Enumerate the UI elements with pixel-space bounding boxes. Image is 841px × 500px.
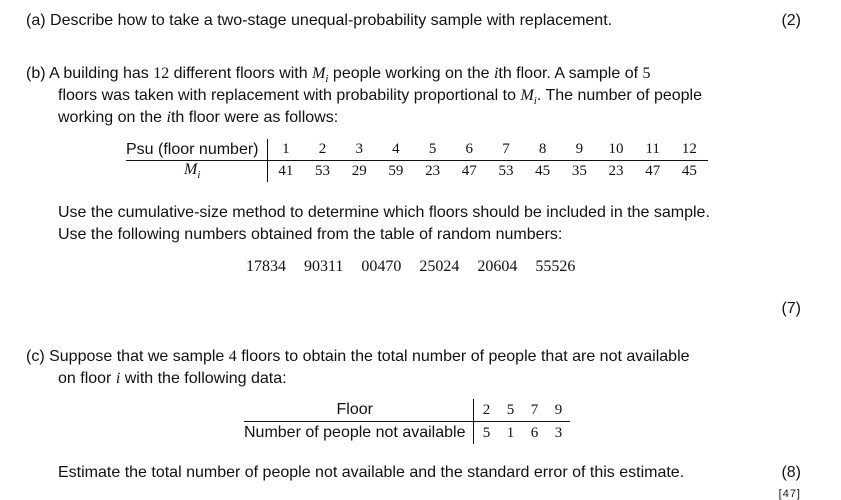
random-number: 20604 (477, 258, 518, 275)
text-fragment: th floor. A sample of (498, 65, 643, 82)
random-number: 00470 (361, 258, 402, 275)
page-total-marker: [47] (778, 488, 801, 500)
text-fragment: . The number of people (536, 87, 702, 104)
text-fragment: Suppose that we sample (49, 348, 229, 365)
not-available-table (244, 399, 570, 444)
psu-size-label (126, 161, 267, 183)
na-table-wrapper (244, 399, 570, 444)
part-b-marks: (7) (781, 300, 801, 317)
var-m: M (520, 87, 534, 104)
na-floor-cell: 9 (546, 399, 570, 422)
part-a-text: Describe how to take a two-stage unequal-probability sample with replacement. (50, 12, 613, 29)
na-floor-label: Floor (244, 399, 474, 422)
psu-table-wrapper (126, 139, 708, 182)
na-count-row (244, 422, 570, 445)
psu-floor-cell: 1 (267, 139, 304, 161)
psu-floor-cell: 10 (598, 139, 635, 161)
psu-floor-cell: 9 (561, 139, 598, 161)
part-c-question: Estimate the total number of people not available and the standard error of this estimate. (58, 464, 685, 481)
psu-size-cell: 53 (498, 163, 514, 179)
random-number: 25024 (419, 258, 460, 275)
var-i: i (166, 109, 171, 126)
na-floor-cell: 2 (474, 399, 499, 422)
text-fragment: with the following data: (120, 370, 287, 387)
var-m: M (184, 161, 198, 179)
part-c-label: (c) (26, 348, 45, 365)
text-fragment: people working on the (328, 65, 494, 82)
psu-floor-row (126, 139, 708, 161)
text-fragment: th floor were as follows: (170, 109, 339, 126)
na-count-label: Number of people not available (244, 424, 466, 441)
var-i: i (115, 370, 121, 387)
floor-count: 12 (153, 65, 170, 82)
psu-floor-cell: 11 (634, 139, 671, 161)
text-fragment: different floors with (169, 65, 313, 82)
random-number: 17834 (246, 258, 286, 275)
part-c-line-1 (26, 346, 690, 368)
na-count-cell: 1 (506, 424, 515, 441)
random-number: 90311 (304, 258, 344, 275)
psu-size-row (126, 161, 708, 183)
psu-size-table (126, 139, 708, 182)
var-i: i (493, 65, 499, 82)
psu-size-cell: 23 (608, 163, 624, 179)
psu-size-cell: 41 (267, 161, 304, 183)
psu-size-cell: 53 (315, 163, 331, 179)
psu-floor-cell: 5 (414, 139, 451, 161)
part-c-marks: (8) (781, 464, 801, 481)
text-fragment: on floor (58, 370, 116, 387)
psu-floor-cell: 7 (488, 139, 525, 161)
part-b-instruction-2: Use the following numbers obtained from the table of random numbers: (58, 226, 563, 243)
psu-size-cell: 29 (351, 163, 367, 179)
var-i-sub: i (325, 73, 329, 86)
psu-floor-cell: 8 (524, 139, 561, 161)
psu-floor-cell: 6 (451, 139, 488, 161)
psu-size-cell: 59 (388, 163, 404, 179)
psu-floor-cell: 12 (671, 139, 708, 161)
text-fragment: A building has (49, 65, 154, 82)
random-numbers (246, 258, 593, 276)
sample-size: 5 (642, 65, 651, 82)
random-number: 55526 (535, 258, 576, 275)
part-a-question (26, 10, 612, 32)
psu-size-cell: 45 (535, 163, 551, 179)
var-m: M (312, 65, 326, 82)
na-count-cell: 5 (474, 422, 499, 445)
psu-size-cell: 47 (645, 163, 661, 179)
part-a-marks: (2) (781, 12, 801, 29)
psu-size-cell: 23 (425, 163, 441, 179)
part-b-instruction-1: Use the cumulative-size method to determine which floors should be included in the sample. (58, 204, 710, 221)
floor-count: 4 (228, 348, 237, 365)
text-fragment: floors was taken with replacement with probability proportional to (58, 87, 521, 104)
na-count-cell: 6 (530, 424, 539, 441)
na-count-cell: 3 (554, 424, 563, 441)
psu-floor-label: Psu (floor number) (126, 139, 267, 161)
psu-size-cell: 47 (461, 163, 477, 179)
part-a-label: (a) (26, 12, 46, 29)
var-i-sub: i (533, 95, 537, 108)
psu-floor-cell: 2 (304, 139, 341, 161)
psu-floor-cell: 4 (378, 139, 415, 161)
text-fragment: working on the (58, 109, 167, 126)
psu-size-cell: 35 (571, 163, 587, 179)
psu-size-cell: 45 (681, 163, 697, 179)
text-fragment: floors to obtain the total number of people that are not available (236, 348, 690, 365)
na-floor-cell: 7 (522, 399, 546, 422)
psu-floor-cell: 3 (341, 139, 378, 161)
part-c-line-2 (58, 368, 287, 390)
part-b-line-3 (58, 107, 338, 129)
part-b-label: (b) (26, 65, 46, 82)
na-floor-cell: 5 (498, 399, 522, 422)
var-i-sub: i (197, 169, 201, 182)
na-floor-row (244, 399, 570, 422)
